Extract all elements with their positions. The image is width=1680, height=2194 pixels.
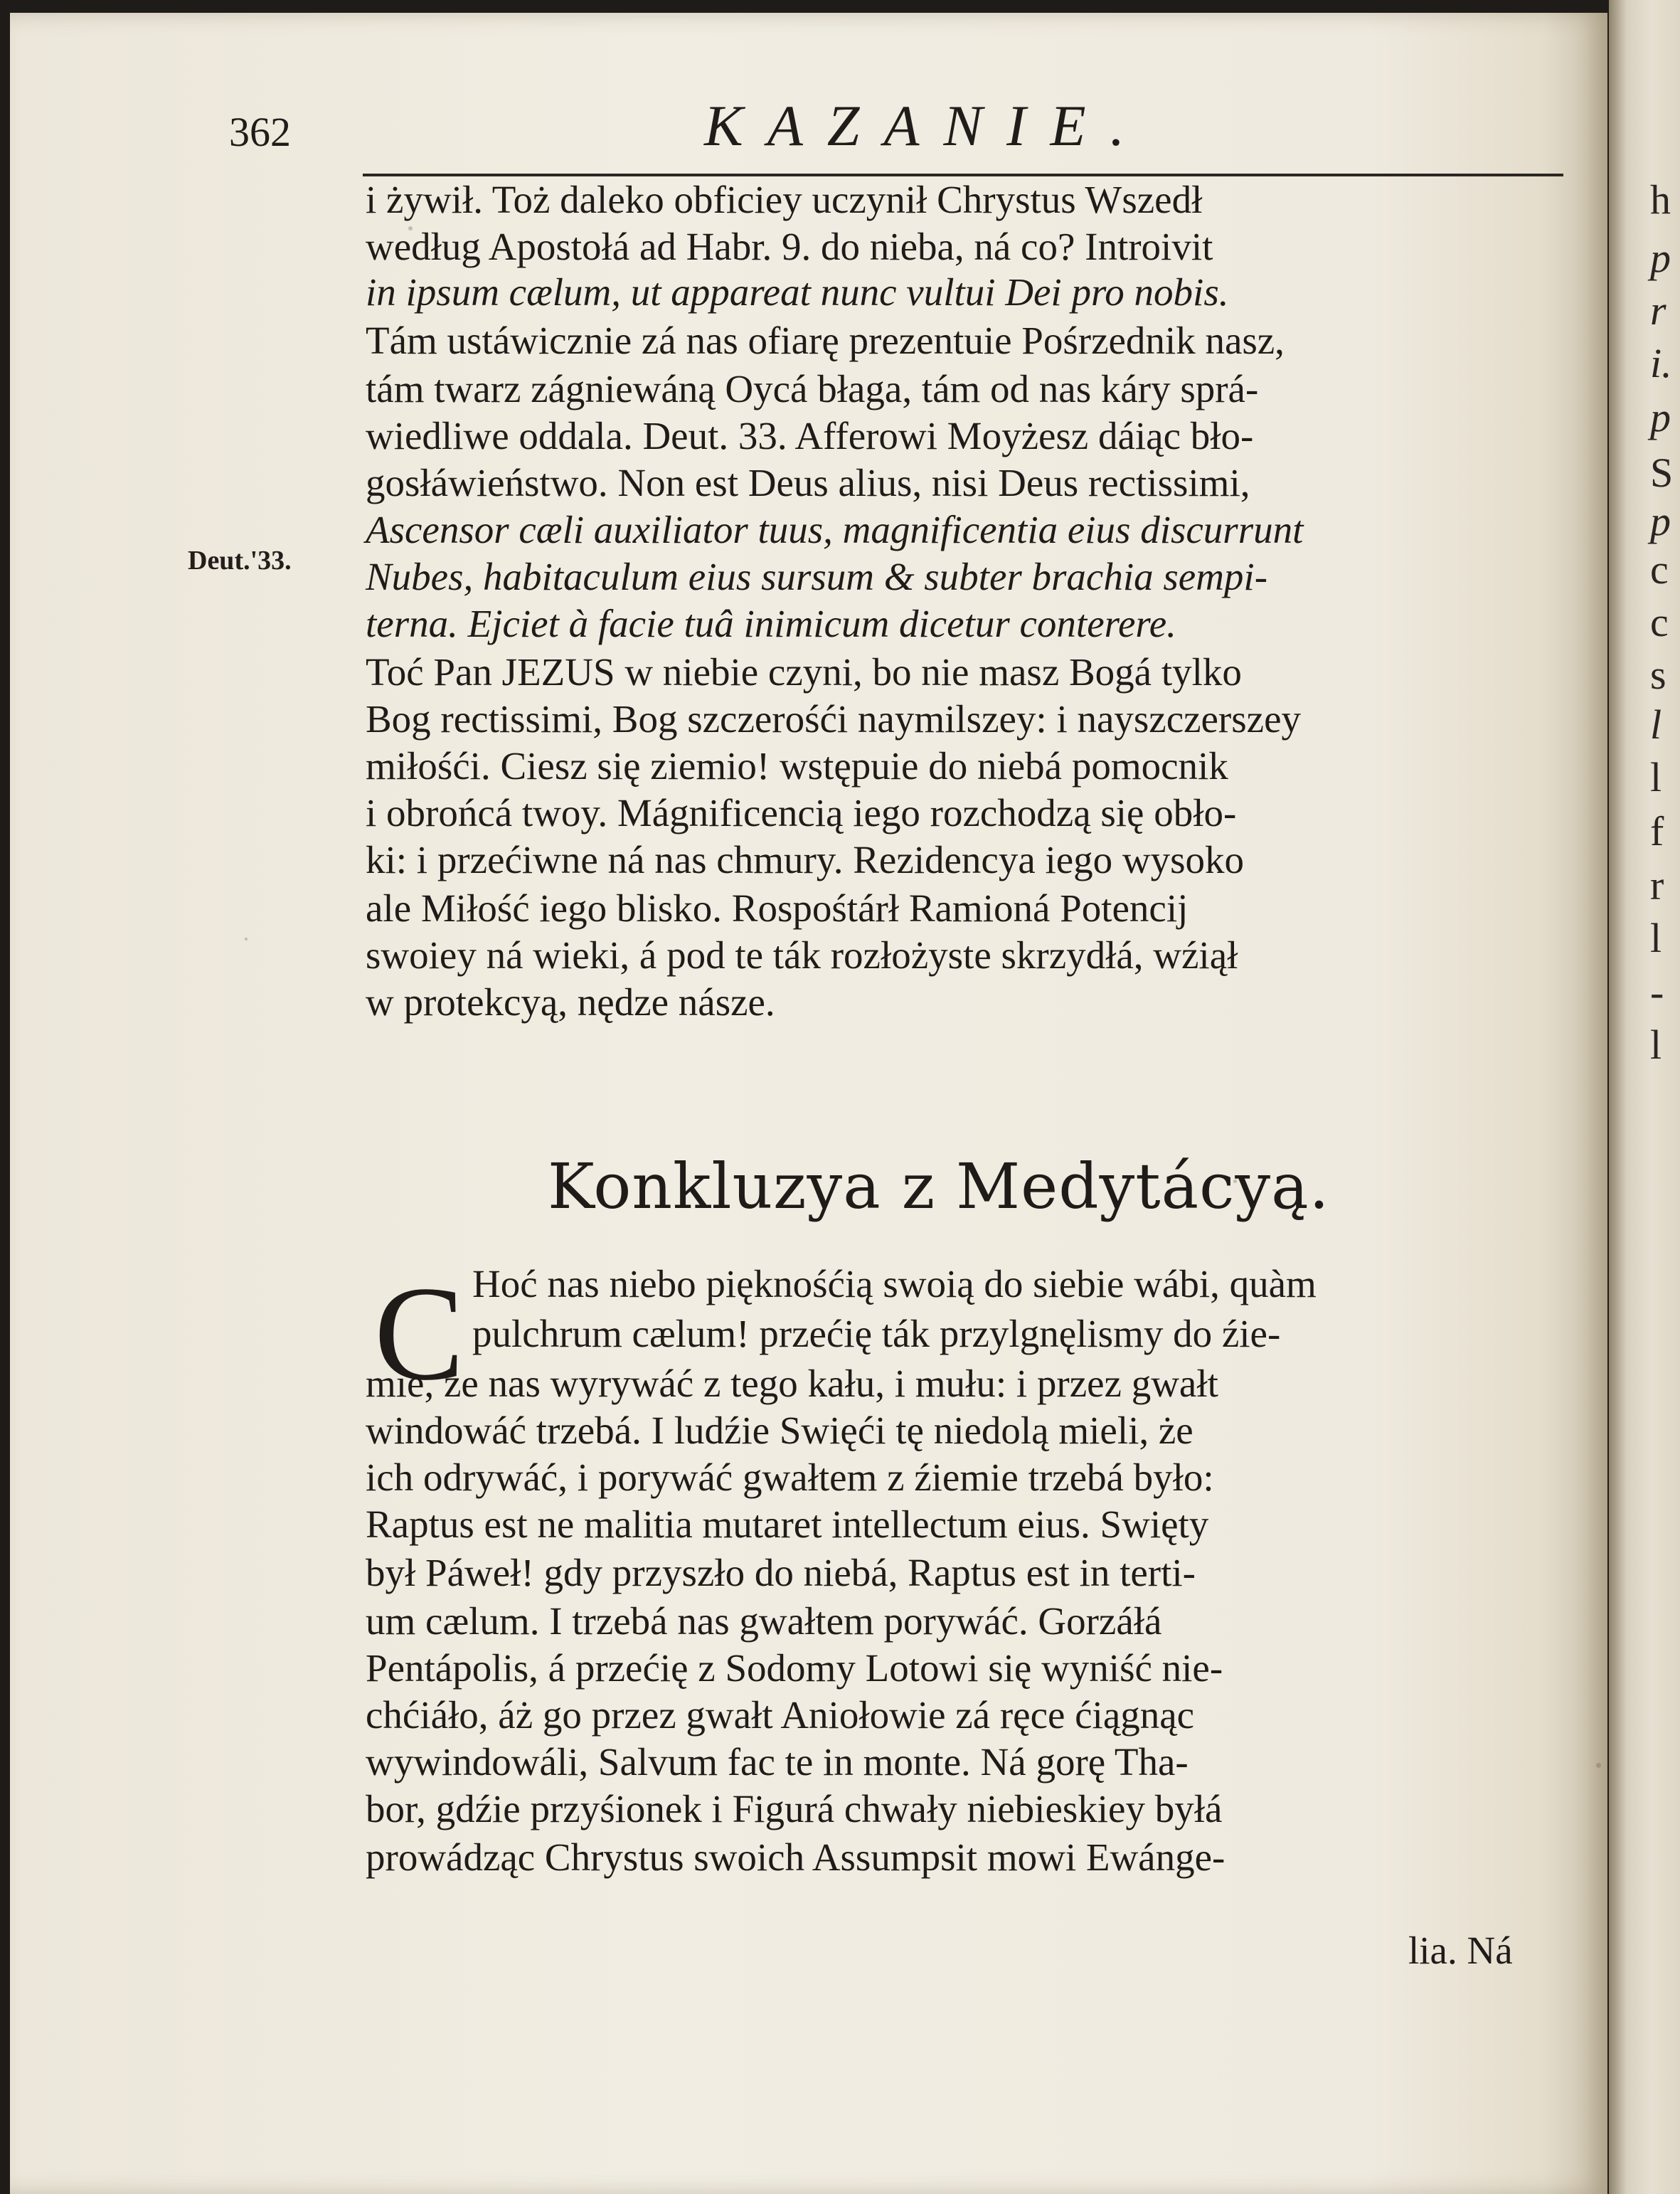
text-line: wywindowáli, Salvum fac te in monte. Ná gorę Tha- bbox=[366, 1740, 1189, 1784]
text-line: mie, że nas wyrywáć z tego kału, i mułu: i przez gwałt bbox=[366, 1362, 1218, 1405]
text-line: prowádząc Chrystus swoich Assumpsit mowi Ewánge- bbox=[366, 1835, 1226, 1879]
facing-fragment: l bbox=[1650, 915, 1662, 961]
page-number: 362 bbox=[229, 109, 291, 155]
margin-note: Deut.'33. bbox=[188, 546, 292, 576]
drop-cap: C bbox=[374, 1259, 464, 1409]
facing-fragment: r bbox=[1650, 862, 1664, 908]
facing-page-edge bbox=[1609, 0, 1680, 2194]
text-line: gosłáwieństwo. Non est Deus alius, nisi Deus rectissimi, bbox=[366, 461, 1250, 504]
text-line: Hoć nas niebo pięknośćią swoią do siebie wábi, quàm bbox=[472, 1262, 1317, 1305]
text-line: ich odrywáć, i porywáć gwałtem z źiemie trzebá było: bbox=[366, 1456, 1214, 1499]
facing-fragment: i. bbox=[1650, 340, 1672, 386]
running-head: KAZANIE. bbox=[704, 93, 1149, 158]
text-line: według Apostołá ad Habr. 9. do nieba, ná co? Introivit bbox=[366, 225, 1213, 268]
text-line: ki: i przećiwne ná nas chmury. Rezidencya iego wysoko bbox=[366, 838, 1245, 881]
facing-fragment: f bbox=[1650, 808, 1664, 854]
text-line: Ascensor cæli auxiliator tuus, magnificentia eius discurrunt bbox=[366, 508, 1304, 551]
text-line: i obrońcá twoy. Mágnificencią iego rozchodzą się obło- bbox=[366, 791, 1237, 834]
facing-fragment: - bbox=[1650, 969, 1664, 1015]
text-line: terna. Ejciet à facie tuâ inimicum dicetur conterere. bbox=[366, 602, 1176, 645]
text-line: Tám ustáwicznie zá nas ofiarę prezentuie Pośrzednik nasz, bbox=[366, 319, 1285, 362]
facing-fragment: p bbox=[1650, 498, 1671, 544]
facing-fragment: r bbox=[1650, 287, 1666, 334]
text-line: chćiáło, áż go przez gwałt Aniołowie zá ręce ćiągnąc bbox=[366, 1693, 1195, 1737]
text-line: windowáć trzebá. I ludźie Swięći tę niedolą mieli, że bbox=[366, 1409, 1193, 1452]
text-line: Toć Pan JEZUS w niebie czyni, bo nie masz Bogá tylko bbox=[366, 650, 1242, 694]
text-line: w protekcyą, nędze násze. bbox=[366, 980, 775, 1024]
text-line: swoiey ná wieki, á pod te ták rozłożyste skrzydłá, wźiął bbox=[366, 933, 1238, 977]
facing-fragment: s bbox=[1650, 652, 1666, 698]
text-line: Raptus est ne malitia mutaret intellectum eius. Swięty bbox=[366, 1503, 1209, 1546]
paper-speck bbox=[1596, 1763, 1601, 1768]
facing-fragment: S bbox=[1650, 450, 1674, 496]
facing-fragment: l bbox=[1650, 1022, 1662, 1068]
text-line: in ipsum cælum, ut appareat nunc vultui Dei pro nobis. bbox=[366, 270, 1229, 314]
facing-fragment: p bbox=[1650, 235, 1671, 281]
text-line: miłośći. Ciesz się ziemio! wstępuie do niebá pomocnik bbox=[366, 744, 1228, 788]
text-line: Nubes, habitaculum eius sursum & subter brachia sempi- bbox=[366, 555, 1268, 598]
facing-fragment: p bbox=[1650, 394, 1671, 440]
facing-fragment: c bbox=[1650, 599, 1669, 645]
text-line: bor, gdźie przyśionek i Figurá chwały niebieskiey byłá bbox=[366, 1787, 1223, 1830]
catchword: lia. Ná bbox=[1408, 1929, 1513, 1972]
facing-fragment: c bbox=[1650, 546, 1669, 593]
text-line: Bog rectissimi, Bog szczerośći naymilszey: i nayszczerszey bbox=[366, 697, 1301, 741]
text-line: był Páweł! gdy przyszło do niebá, Raptus est in terti- bbox=[366, 1551, 1196, 1594]
text-line: tám twarz zágniewáną Oycá błaga, tám od nas káry sprá- bbox=[366, 367, 1259, 410]
section-heading: Konkluzya z Medytácyą. bbox=[548, 1150, 1330, 1223]
text-line: wiedliwe oddala. Deut. 33. Afferowi Moyżesz dáiąc bło- bbox=[366, 414, 1254, 457]
text-line: i żywił. Toż daleko obficiey uczynił Chrystus Wszedł bbox=[366, 178, 1203, 221]
facing-fragment: l bbox=[1650, 754, 1662, 800]
text-line: pulchrum cælum! przećię ták przylgnęlismy do źie- bbox=[472, 1312, 1281, 1355]
text-line: Pentápolis, á przećię z Sodomy Lotowi się wyniść nie- bbox=[366, 1646, 1223, 1690]
text-line: ale Miłość iego blisko. Rospośtárł Ramioná Potencij bbox=[366, 886, 1189, 930]
facing-fragment: l bbox=[1650, 701, 1662, 748]
paper-speck bbox=[245, 938, 248, 940]
facing-fragment: h bbox=[1650, 176, 1671, 223]
text-line: um cælum. I trzebá nas gwałtem porywáć. Gorzáłá bbox=[366, 1599, 1162, 1643]
